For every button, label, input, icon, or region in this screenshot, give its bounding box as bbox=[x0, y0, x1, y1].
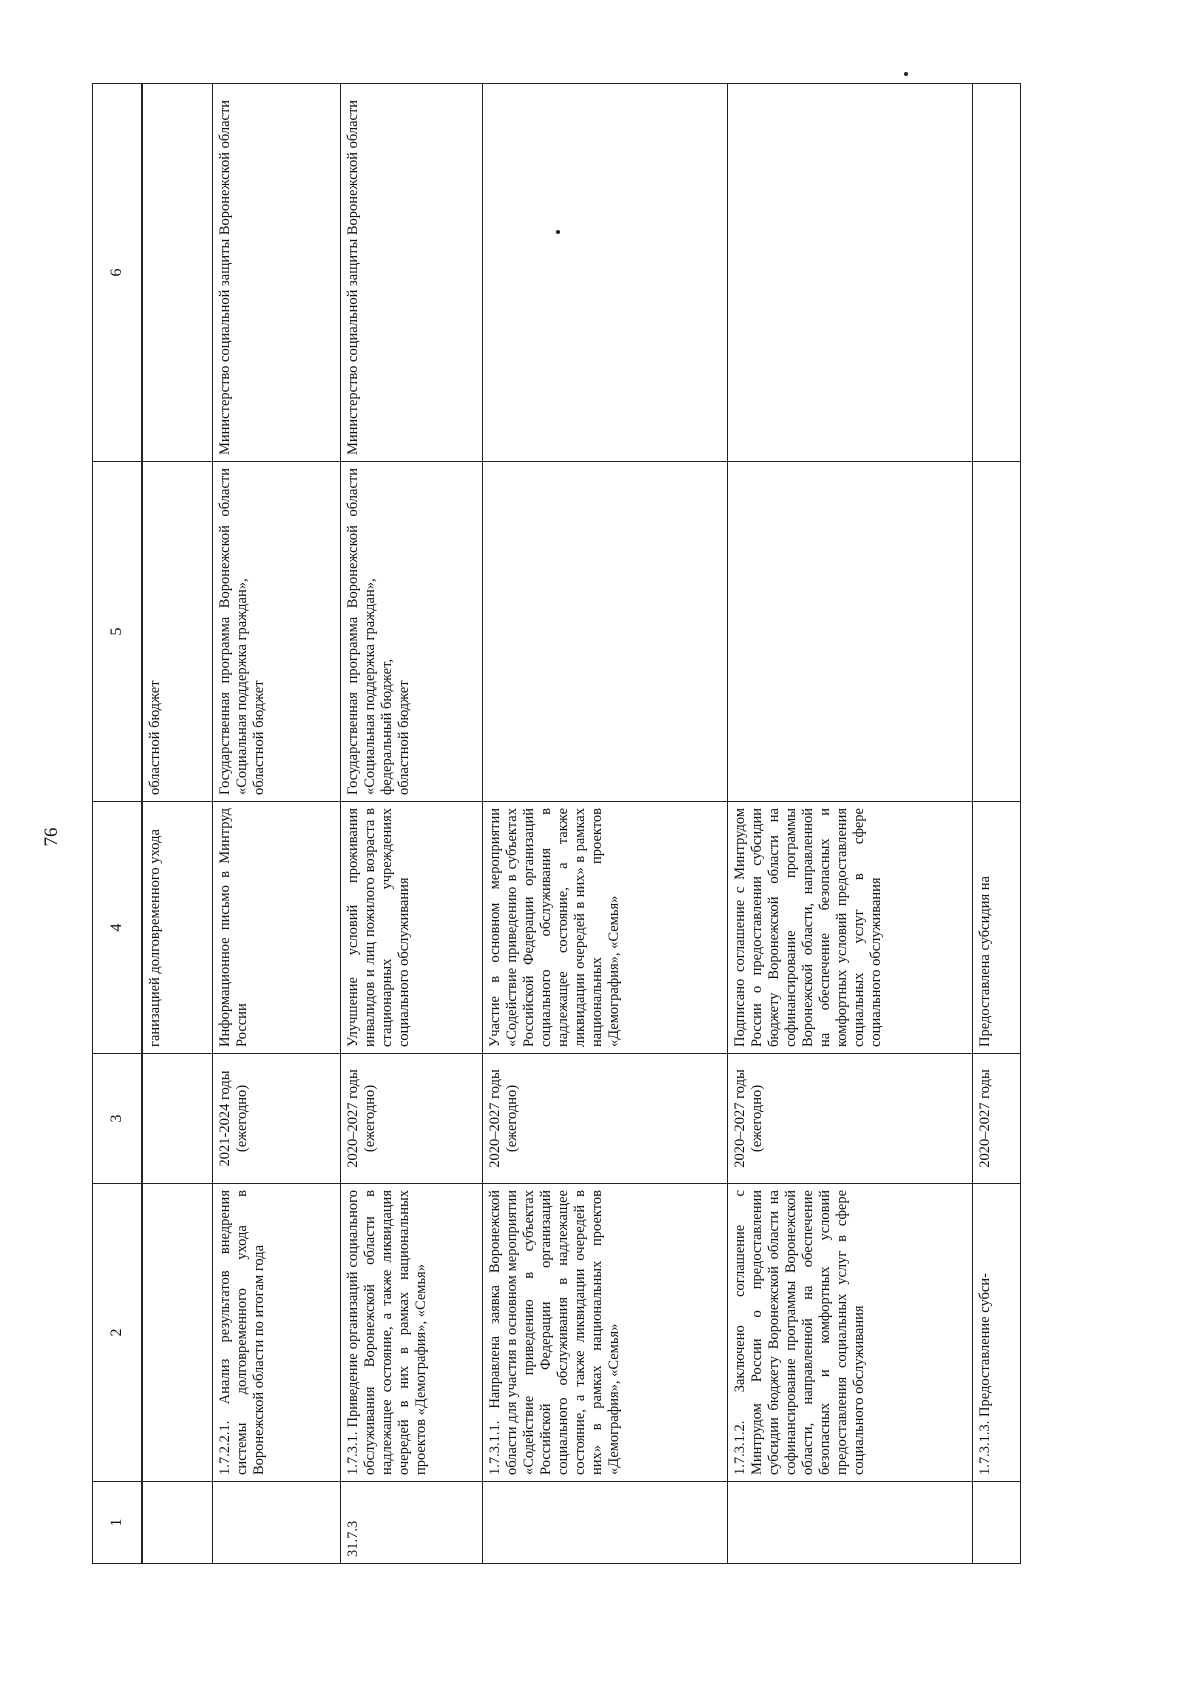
cell-number: 31.7.3 bbox=[340, 1482, 482, 1564]
table-row bbox=[482, 84, 727, 1564]
cell-event: 1.7.3.1.2. Заключено соглашение с Минтрудом России о предоставлении субсидии бюджету Воронежской области на софинансирование программы Воронежской области, направленной на обеспечение безопасных и комфортных условий предоставления социальных услуг в сфере социального обслуживания bbox=[727, 1184, 972, 1482]
cell-result: Информационное письмо в Минтруд России bbox=[212, 802, 340, 1054]
cell-funding bbox=[972, 462, 1020, 802]
cell-event: 1.7.3.1.1. Направлена заявка Воронежской области для участия в основном мероприятии «Содействие приведению в субъектах Российской Федерации организаций социального обслуживания в надлежащее состояние, а также ликвидации очередей в них» в рамках национальных проектов «Демография», «Семья» bbox=[482, 1184, 727, 1482]
cell-result: Предоставлена субсидия на bbox=[972, 802, 1020, 1054]
column-header: 2 bbox=[93, 1184, 143, 1482]
page-number: 76 bbox=[41, 827, 62, 847]
cell-funding: Государственная программа Воронежской области «Социальная поддержка граждан», федеральный бюджет, областной бюджет bbox=[340, 462, 482, 802]
column-header: 6 bbox=[93, 84, 143, 462]
cell-funding bbox=[482, 462, 727, 802]
cell-result: ганизацией долговременного ухода bbox=[142, 802, 212, 1054]
cell-funding: областной бюджет bbox=[142, 462, 212, 802]
cell-responsible bbox=[972, 84, 1020, 462]
cell-responsible: Министерство социальной защиты Воронежской области bbox=[340, 84, 482, 462]
cell-number bbox=[212, 1482, 340, 1564]
plan-table bbox=[92, 83, 1021, 1564]
cell-period: 2020–2027 годы bbox=[972, 1054, 1020, 1184]
table-row bbox=[212, 84, 340, 1564]
cell-number bbox=[482, 1482, 727, 1564]
rotated-table-region bbox=[92, 84, 1200, 1557]
table-row bbox=[340, 84, 482, 1564]
cell-funding bbox=[727, 462, 972, 802]
cell-responsible bbox=[142, 84, 212, 462]
cell-event: 1.7.3.1. Приведение организаций социального обслуживания Воронежской области в надлежащее состояние, а также ликвидация очередей в них в рамках национальных проектов «Демография», «Семья» bbox=[340, 1184, 482, 1482]
cell-period: 2020–2027 годы (ежегодно) bbox=[340, 1054, 482, 1184]
column-header: 5 bbox=[93, 462, 143, 802]
cell-responsible bbox=[482, 84, 727, 462]
cell-number bbox=[972, 1482, 1020, 1564]
table-header-row bbox=[93, 84, 143, 1564]
cell-result: Подписано соглашение с Минтрудом России о предоставлении субсидии бюджету Воронежской области на софинансирование программы Воронежской области, направленной на обеспечение безопасных и комфортных условий предоставления социальных услуг в сфере социального обслуживания bbox=[727, 802, 972, 1054]
cell-number bbox=[142, 1482, 212, 1564]
cell-result: Улучшение условий проживания инвалидов и лиц пожилого возраста в стационарных учреждениях социального обслуживания bbox=[340, 802, 482, 1054]
cell-result: Участие в основном мероприятии «Содействие приведению в субъектах Российской Федерации организаций социального обслуживания в надлежащее состояние, а также ликвидации очередей в них» в рамках национальных проектов «Демография», «Семья» bbox=[482, 802, 727, 1054]
table-row bbox=[972, 84, 1020, 1564]
cell-event: 1.7.3.1.3. Предоставление субси- bbox=[972, 1184, 1020, 1482]
column-header: 4 bbox=[93, 802, 143, 1054]
cell-event bbox=[142, 1184, 212, 1482]
cell-period: 2021-2024 годы (ежегодно) bbox=[212, 1054, 340, 1184]
cell-event: 1.7.2.2.1. Анализ результатов внедрения системы долговременного ухода в Воронежской области по итогам года bbox=[212, 1184, 340, 1482]
table-row bbox=[142, 84, 212, 1564]
table-row bbox=[727, 84, 972, 1564]
cell-number bbox=[727, 1482, 972, 1564]
column-header: 3 bbox=[93, 1054, 143, 1184]
cell-responsible: Министерство социальной защиты Воронежской области bbox=[212, 84, 340, 462]
scan-speck bbox=[556, 230, 560, 234]
cell-period bbox=[142, 1054, 212, 1184]
cell-funding: Государственная программа Воронежской области «Социальная поддержка граждан», областной бюджет bbox=[212, 462, 340, 802]
cell-period: 2020–2027 годы (ежегодно) bbox=[482, 1054, 727, 1184]
scan-speck bbox=[904, 72, 908, 76]
cell-responsible bbox=[727, 84, 972, 462]
cell-period: 2020–2027 годы (ежегодно) bbox=[727, 1054, 972, 1184]
rotated-table-canvas bbox=[92, 84, 1092, 1564]
column-header: 1 bbox=[93, 1482, 143, 1564]
